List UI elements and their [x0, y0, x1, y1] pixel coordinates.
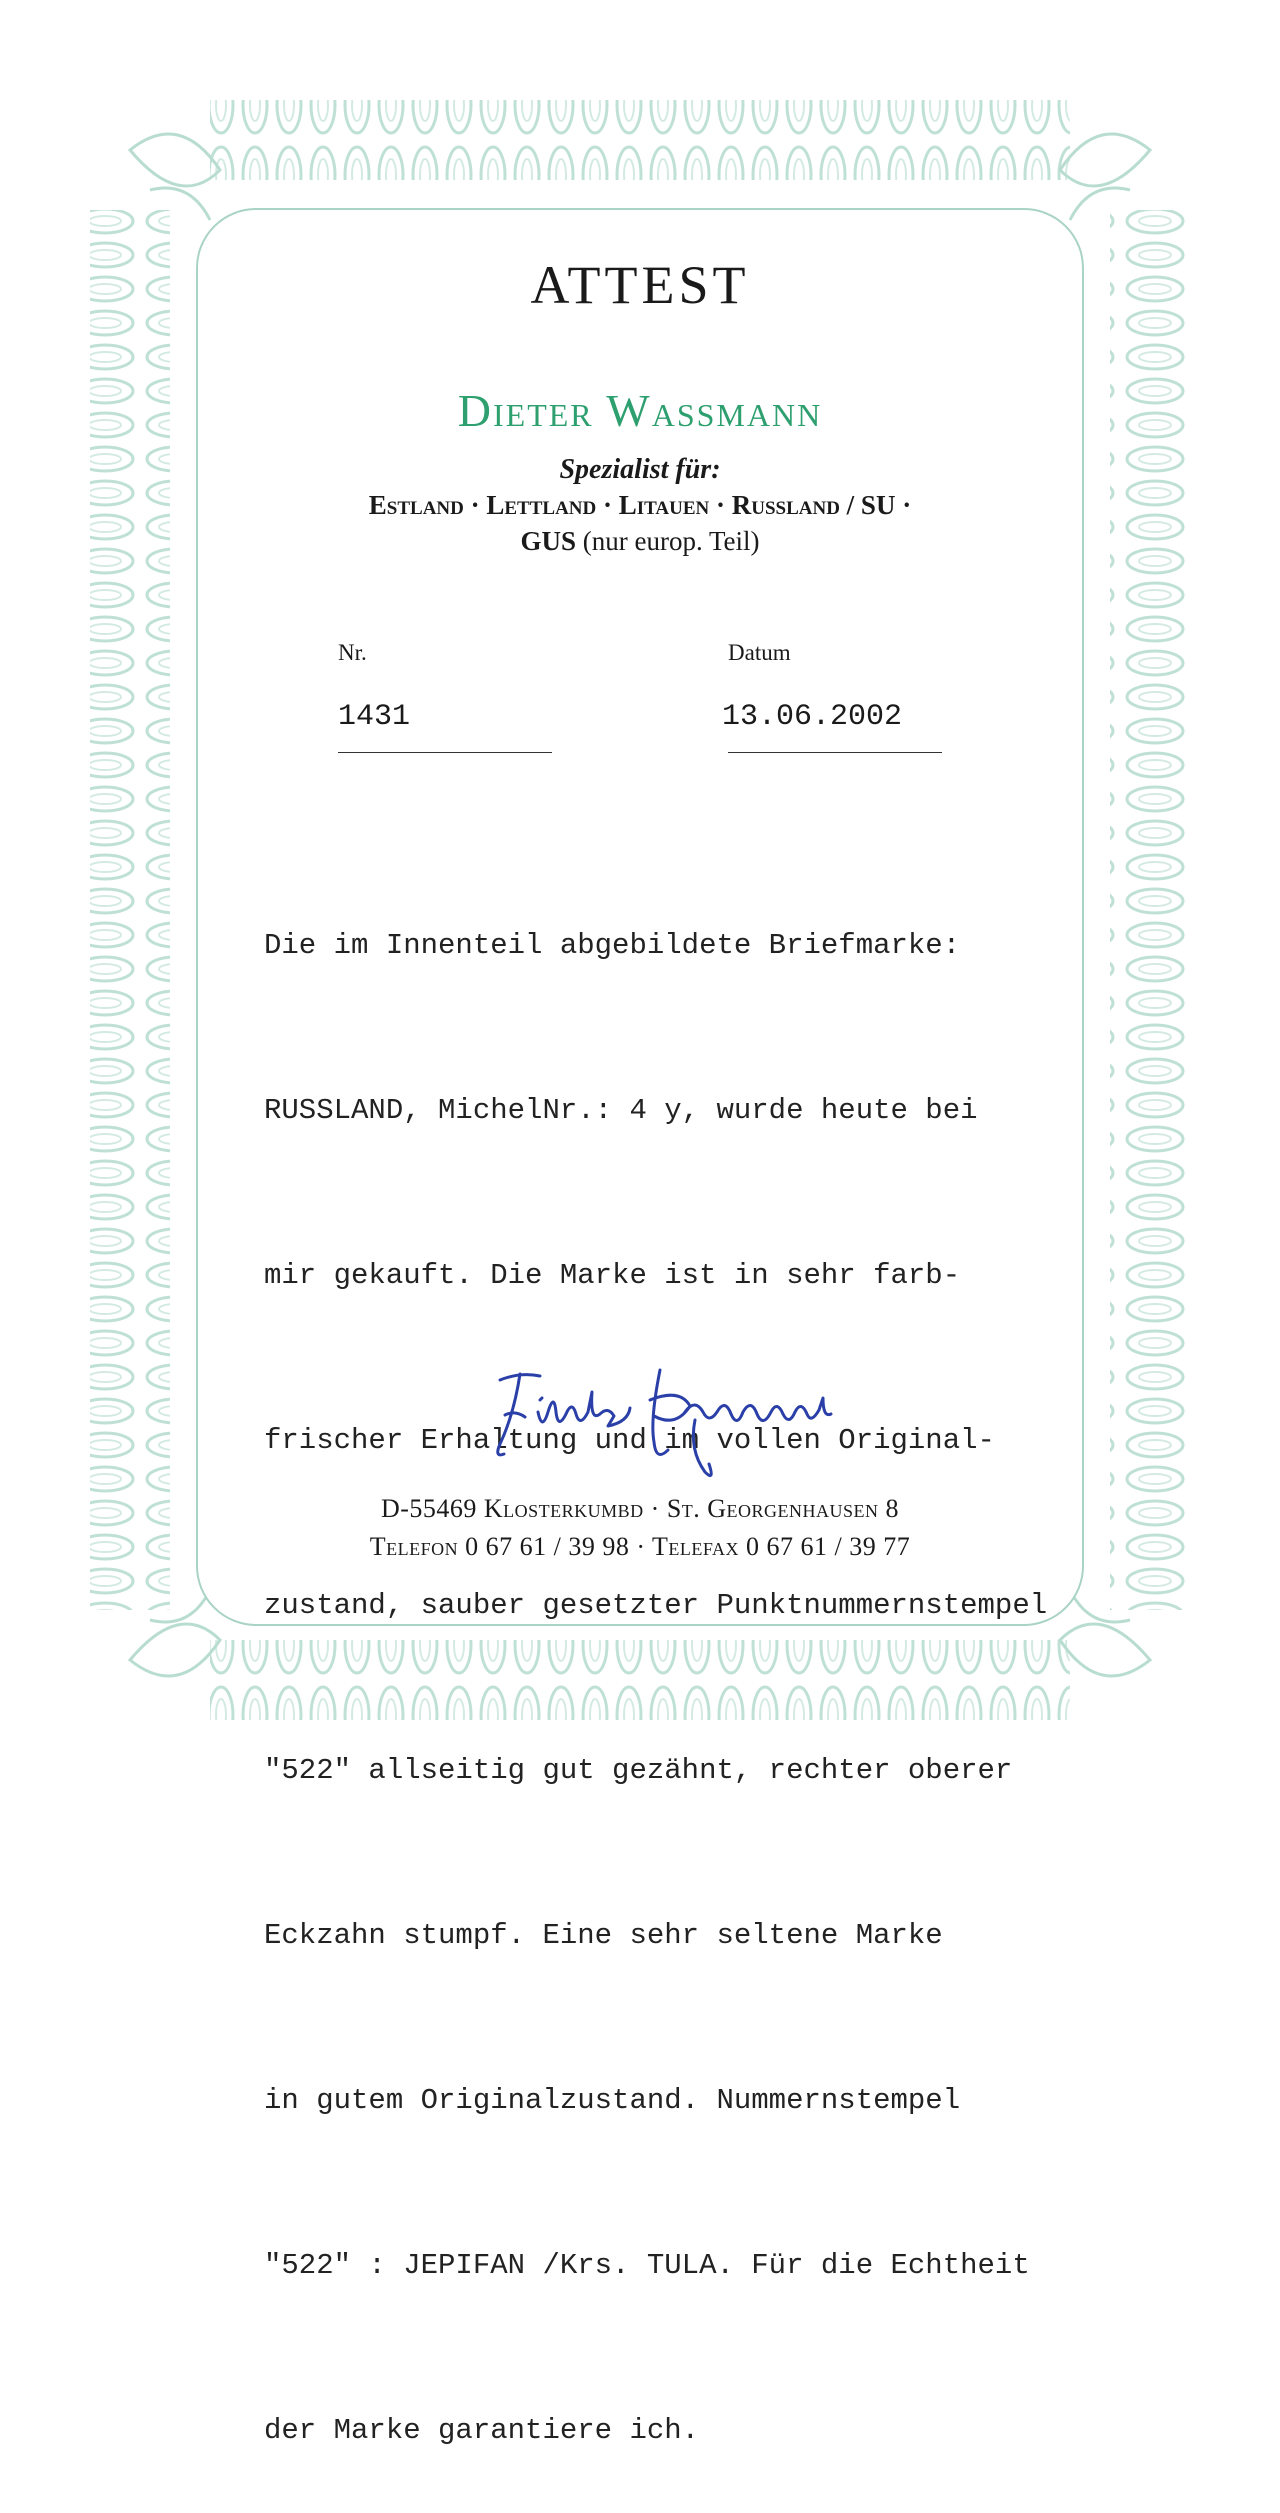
- body-line: RUSSLAND, MichelNr.: 4 y, wurde heute bei: [264, 1094, 978, 1127]
- body-line: frischer Erhaltung und im vollen Original-: [264, 1424, 995, 1457]
- address-line: D-55469 Klosterkumbd · St. Georgenhausen 8: [380, 1494, 900, 1523]
- specialties-gus: GUS: [520, 526, 576, 556]
- certificate-body: [264, 808, 1124, 2513]
- issuer-name: Dieter Wassmann: [457, 385, 823, 436]
- specialist-label: Spezialist für:: [559, 454, 721, 485]
- date-underline: [728, 752, 942, 753]
- date-value: 13.06.2002: [722, 700, 903, 734]
- body-line: Die im Innenteil abgebildete Briefmarke:: [264, 929, 961, 962]
- body-line: zustand, sauber gesetzter Punktnummernstempel: [264, 1589, 1048, 1622]
- body-line: der Marke garantiere ich.: [264, 2414, 700, 2447]
- body-line: mir gekauft. Die Marke ist in sehr farb-: [264, 1259, 961, 1292]
- body-line: Eckzahn stumpf. Eine sehr seltene Marke: [264, 1919, 943, 1952]
- body-line: "522" : JEPIFAN /Krs. TULA. Für die Echtheit: [264, 2249, 1030, 2282]
- specialties-line-1: Estland · Lettland · Litauen · Russland / SU ·: [368, 490, 912, 520]
- date-label: Datum: [728, 640, 791, 665]
- specialties-gus-note: (nur europ. Teil): [575, 526, 760, 556]
- body-line: in gutem Originalzustand. Nummernstempel: [264, 2084, 961, 2117]
- certificate-title: ATTEST: [530, 255, 750, 315]
- handwritten-signature: [480, 1360, 880, 1480]
- number-label: Nr.: [338, 640, 367, 665]
- number-value: 1431: [338, 700, 411, 734]
- number-underline: [338, 752, 552, 753]
- phone-fax-line: Telefon 0 67 61 / 39 98 · Telefax 0 67 61 / 39 77: [369, 1532, 911, 1561]
- specialties-line-2: [0, 526, 1280, 557]
- body-line: "522" allseitig gut gezähnt, rechter oberer: [264, 1754, 1013, 1787]
